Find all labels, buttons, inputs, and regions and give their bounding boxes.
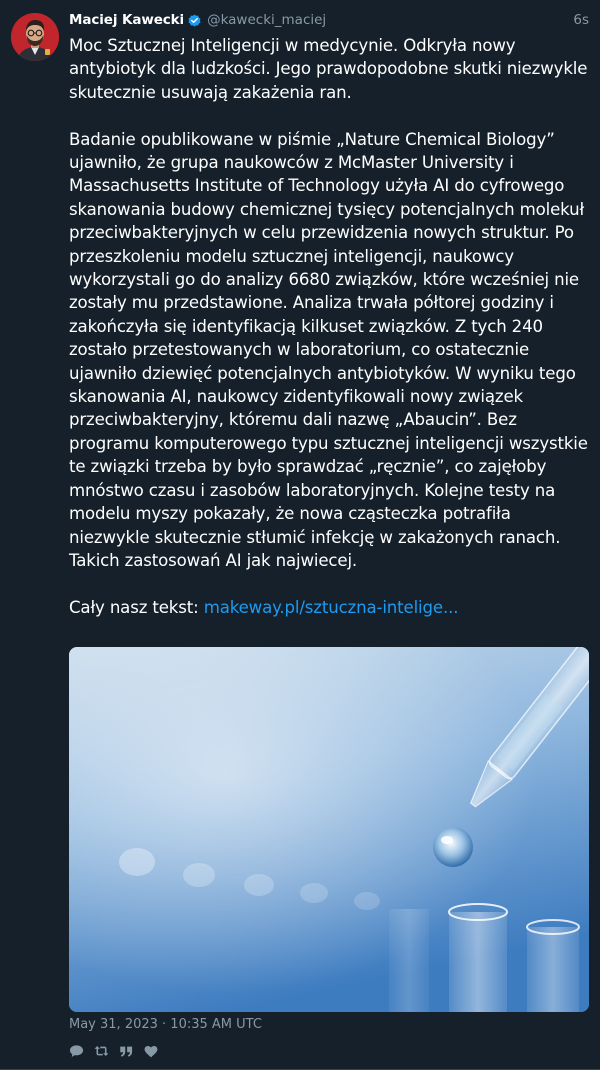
heart-icon (144, 1045, 158, 1058)
tweet-media-image[interactable] (69, 647, 589, 1012)
tweet-link-line (69, 596, 589, 619)
author-name[interactable]: Maciej Kawecki (69, 12, 185, 28)
author-handle[interactable]: @kawecki_maciej (207, 12, 327, 28)
quote-button[interactable] (119, 1042, 144, 1060)
relative-time[interactable]: 6s (573, 12, 589, 28)
reply-button[interactable] (69, 1042, 94, 1060)
tweet-actions (69, 1042, 169, 1060)
tweet-paragraph-2: Badanie opublikowane w piśmie „Nature Chemical Biology” ujawniło, że grupa naukowców z McMaster University i Massachusetts Institute of Technology użyła AI do cyfrowego skanowania budowy chemicznej tysięcy potencjalnych molekuł przeciwbakteryjnych w celu przewidzenia nowych struktur. Po przeszkoleniu modelu sztucznej inteligencji, naukowcy wykorzystali go do analizy 6680 związków, które wcześniej nie zostały mu przedstawione. Analiza trwała półtorej godziny i zakończyła się identyfikacją kilkuset związków. Z tych 240 zostało przetestowanych w laboratorium, co ostatecznie ujawniło dziewięć potencjalnych antybiotyków. W wyniku tego skanowania AI, naukowcy zidentyfikowali nowy związek przeciwbakteryjny, któremu dali nazwę „Abaucin”. Bez programu komputerowego typu sztucznej inteligencji wszystkie te związki trzeba by było sprawdzać „ręcznie”, co zajęłoby mnóstwo czasu i zasobów laboratoryjnych. Kolejne testy na modelu myszy pokazały, że nowa cząsteczka potrafiła niezwykle skutecznie stłumić infekcję w zakażonych ranach. Takich zastosowań AI jak najwiecej. (69, 129, 588, 570)
author-avatar[interactable] (11, 13, 59, 61)
retweet-button[interactable] (94, 1042, 119, 1060)
quote-icon (119, 1044, 134, 1058)
tweet-header (69, 10, 589, 30)
tweet-text (69, 34, 589, 619)
like-button[interactable] (144, 1042, 169, 1060)
verified-badge-icon (187, 13, 202, 28)
tweet-paragraph-1: Moc Sztucznej Inteligencji w medycynie. Odkryła nowy antybiotyk dla ludzkości. Jego prawdopodobne skutki niezwykle skutecznie usuwają zakażenia ran. (69, 36, 588, 102)
retweet-icon (94, 1044, 109, 1058)
tweet-timestamp[interactable]: May 31, 2023 · 10:35 AM UTC (69, 1017, 262, 1032)
link-prefix: Cały nasz tekst: (69, 597, 204, 617)
reply-icon (69, 1044, 84, 1058)
article-link[interactable]: makeway.pl/sztuczna-intelige... (203, 597, 459, 617)
